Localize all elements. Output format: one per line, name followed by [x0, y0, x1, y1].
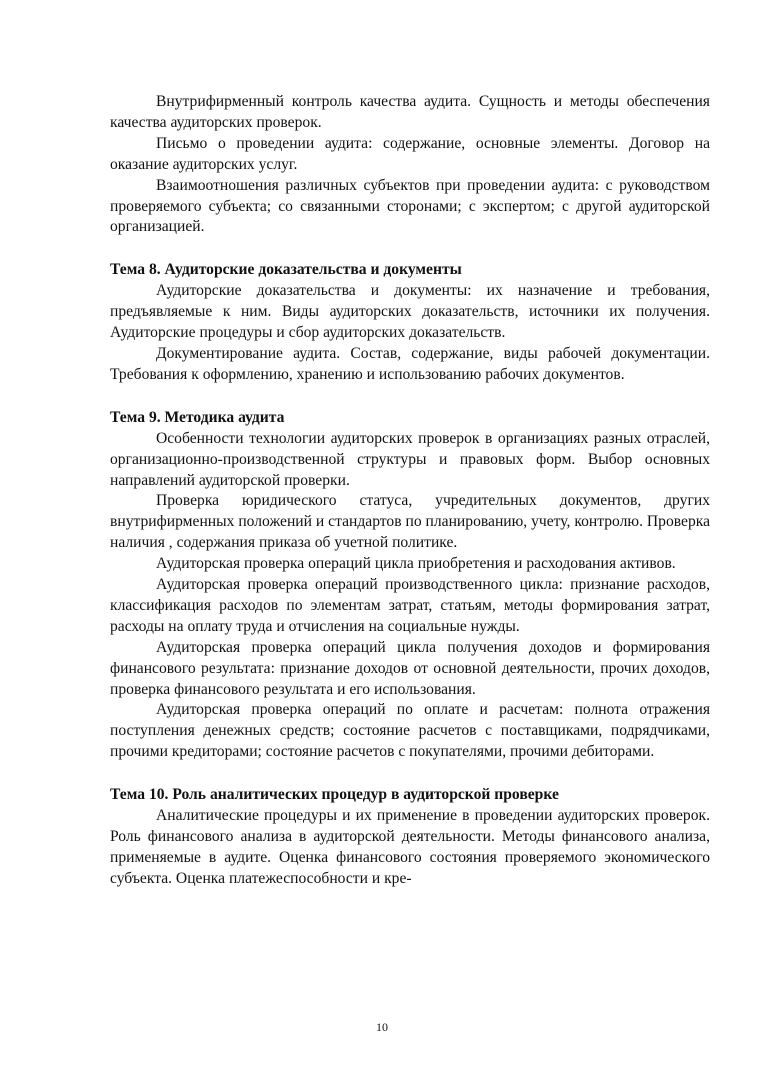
topic-10-heading: Тема 10. Роль аналитических процедур в аудиторской проверке — [110, 786, 559, 804]
topic-10-paragraph-1: Аналитические процедуры и их применение в проведении аудиторских проверок. Роль финансового анализа в аудиторской деятельности. Методы финансового анализа, применяемые в аудите. Оценка финансового состояния проверяемого экономического субъекта. Оценка платежеспособности и кре- — [110, 807, 710, 887]
topic-8-paragraph-1: Аудиторские доказательства и документы: их назначение и требования, предъявляемые к ним. Виды аудиторских доказательств, источники их получения. Аудиторские процедуры и сбор аудиторских доказательств. — [110, 282, 710, 342]
topic-8-heading: Тема 8. Аудиторские доказательства и документы — [110, 261, 462, 279]
topic-9-paragraph-3: Аудиторская проверка операций цикла приобретения и расходования активов. — [156, 555, 676, 573]
topic-9-paragraph-6: Аудиторская проверка операций по оплате и расчетам: полнота отражения поступления денежных средств; состояние расчетов с поставщиками, подрядчиками, прочими кредиторами; состояние расчетов с покупателями, прочими дебиторами. — [110, 701, 710, 761]
page-number: 10 — [376, 1020, 388, 1034]
topic-9-paragraph-1: Особенности технологии аудиторских проверок в организациях разных отраслей, организационно-производственной структуры и правовых форм. Выбор основных направлений аудиторской проверки. — [110, 429, 710, 489]
topic-9-paragraph-5: Аудиторская проверка операций цикла получения доходов и формирования финансового результата: признание доходов от основной деятельности, прочих доходов, проверка финансового результата и его использования. — [110, 638, 710, 698]
intro-paragraph-2: Письмо о проведении аудита: содержание, основные элементы. Договор на оказание аудиторских услуг. — [110, 134, 710, 173]
intro-paragraph-1: Внутрифирменный контроль качества аудита. Сущность и методы обеспечения качества аудиторских проверок. — [110, 93, 710, 131]
topic-8-paragraph-2: Документирование аудита. Состав, содержание, виды рабочей документации. Требования к оформлению, хранению и использованию рабочих документов. — [110, 344, 710, 383]
topic-9-paragraph-2: Проверка юридического статуса, учредительных документов, других внутрифирменных положений и стандартов по планированию, учету, контролю. Проверка наличия , содержания приказа об учетной политике. — [110, 492, 710, 552]
topic-9-paragraph-4: Аудиторская проверка операций производственного цикла: признание расходов, классификация расходов по элементам затрат, статьям, методы формирования затрат, расходы на оплату труда и отчисления на социальные нужды. — [110, 576, 710, 635]
intro-paragraph-3: Взаимоотношения различных субъектов при проведении аудита: с руководством проверяемого субъекта; со связанными сторонами; с экспертом; с другой аудиторской организацией. — [110, 176, 710, 236]
page-content — [110, 92, 710, 890]
topic-9-heading: Тема 9. Методика аудита — [110, 408, 285, 426]
